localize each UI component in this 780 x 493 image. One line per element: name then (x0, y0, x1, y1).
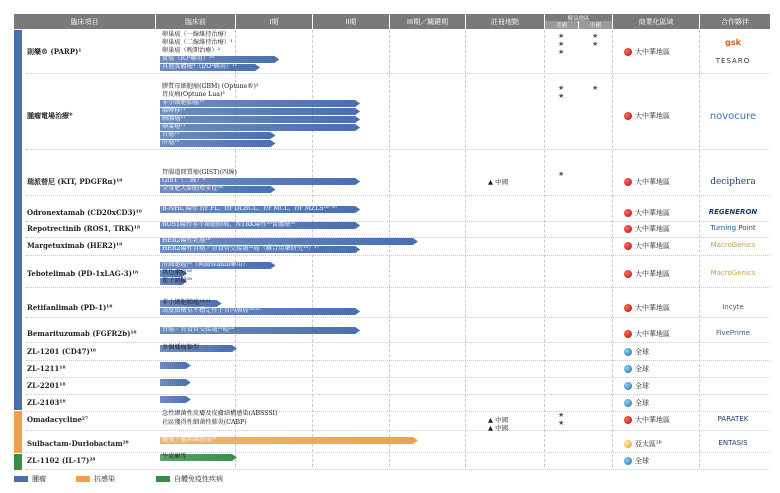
indication-label: 多個腫瘤類型 (162, 344, 200, 351)
row-separator (26, 360, 770, 361)
legend-label: 抗感染 (94, 475, 115, 483)
territory-label: 大中華地區 (635, 304, 670, 312)
commercial-territory (624, 269, 670, 279)
row-separator (26, 237, 770, 238)
grid-line (544, 30, 545, 467)
indication-label: 卵巢癌（一線維持治療） (162, 31, 231, 38)
indication-label: 黑色素瘤¹⁸ (162, 269, 192, 276)
drug-name: ZL-1102 (IL-17)²⁸ (27, 456, 96, 465)
territory-label: 大中華地區 (635, 270, 670, 278)
tesaro-logo: TESARO (715, 57, 751, 65)
row-separator (26, 411, 770, 412)
region-icon (624, 242, 632, 250)
indication-label: HER2陽性胃癌／胃食管交接處²²癌（聯合用藥研究¹⁸）¹⁷ (162, 245, 320, 252)
rights-star: ★ (558, 40, 565, 48)
indication-label: 胃皮瘤(Optune Lua)³ (162, 91, 225, 98)
drug-name: Tebotelimab (PD-1xLAG-3)¹⁸ (27, 269, 139, 278)
rights-star: ★ (558, 32, 565, 40)
territory-label: 全球 (635, 382, 649, 390)
region-icon (624, 209, 632, 217)
row-separator (26, 377, 770, 378)
territory-label: 大中華地區 (635, 416, 670, 424)
legend-autoimmune (156, 474, 223, 484)
row-separator (26, 452, 770, 453)
indication-label: 腦轉移¹¹ (162, 107, 186, 114)
pipeline-bar (160, 396, 191, 403)
globe-icon (624, 399, 632, 407)
indication-label: 肝癌¹⁰ (162, 139, 180, 146)
commercial-territory (624, 111, 670, 121)
territory-label: 大中華地區 (635, 48, 670, 56)
indication-label: ROS1陽性非小細胞肺癌、NTRK陽性¹⁸實體瘤²⁰ (162, 221, 296, 228)
drug-name: Odronextamab (CD20xCD3)¹⁸ (27, 208, 142, 217)
grid-line (612, 30, 613, 467)
rights-star: ★ (592, 40, 599, 48)
drug-name: Repotrectinib (ROS1, TRK)¹⁸ (27, 224, 141, 233)
rights-star: ★ (592, 84, 599, 92)
commercial-territory (624, 415, 670, 425)
territory-label: 大中華地區 (635, 330, 670, 338)
indication-label: 牛皮癬等 (162, 453, 187, 460)
header-rights-cn: 中國 (579, 21, 612, 29)
region-icon (624, 270, 632, 278)
category-bar-autoimmune (14, 454, 22, 470)
drug-name: Sulbactam-Durlobactam²⁸ (27, 439, 129, 448)
pipeline-bar (160, 108, 360, 115)
row-separator (26, 317, 770, 318)
indication-label: 其他實體瘤³（I/O³聯用）¹¹ (162, 63, 238, 70)
territory-label: 全球 (635, 365, 649, 373)
header-rights: 權益地區 (545, 14, 612, 21)
legend-infection (76, 474, 115, 484)
row-separator (26, 255, 770, 256)
header-partner: 合作夥伴 (700, 14, 770, 29)
legend-swatch (14, 476, 28, 482)
rights-star: ★ (558, 48, 565, 56)
category-bar-oncology (14, 30, 22, 410)
row-separator (26, 195, 770, 196)
partner-logo: REGENERON (708, 208, 758, 216)
globe-icon (624, 457, 632, 465)
row-separator (26, 149, 770, 150)
pipeline-bar (160, 362, 191, 369)
region-icon (624, 112, 632, 120)
indication-label: 卵巢癌（二線維持治療）¹ (162, 39, 233, 46)
indication-label: 高度微衛星不穩定性子宮內膜癌¹⁸·²² (162, 307, 261, 314)
commercial-territory (624, 303, 670, 313)
drug-name: ZL-1211¹⁸ (27, 364, 66, 373)
indication-label: 膠質母細胞瘤(GBM) (Optune®)³ (162, 83, 259, 90)
legend-oncology (14, 474, 46, 484)
indication-label: 全身肥大細胞增多症¹⁸ (162, 185, 223, 192)
row-separator (26, 394, 770, 395)
registration-china: ▲ 中國 (488, 424, 509, 432)
grid-line (699, 30, 700, 467)
row-separator (26, 287, 770, 288)
registration-china: ▲ 中國 (488, 178, 509, 186)
partner-logo: deciphera (710, 177, 756, 187)
drug-name: Retifanlimab (PD-1)¹⁸ (27, 303, 113, 312)
region-icon (624, 48, 632, 56)
partner-logo: FivePrime (716, 329, 750, 337)
drug-name: Margetuximab (HER2)¹⁸ (27, 241, 123, 250)
territory-label: 大中華地區 (635, 242, 670, 250)
commercial-territory (624, 381, 649, 391)
region-icon (624, 330, 632, 338)
partner-logo: PARATEK (717, 415, 749, 423)
region-icon (624, 304, 632, 312)
row-separator (26, 469, 770, 470)
region-icon (624, 416, 632, 424)
indication-label: 卵巢癌（晚期治療）² (162, 47, 221, 54)
commercial-territory (624, 177, 670, 187)
indication-label: B-NHL 陽性 r/r FL、r/r DLBCL、r/r MCL、r/r MZLS¹⁸⁻²⁰ (162, 205, 337, 212)
rights-star: ★ (558, 419, 565, 427)
globe-icon (624, 382, 632, 390)
drug-name: Omadacycline²⁷ (27, 415, 89, 424)
drug-name: 則樂® (PARP)¹ (27, 47, 82, 56)
legend-swatch (156, 476, 170, 482)
commercial-territory (624, 241, 670, 251)
indication-label: 胰腺癌¹¹ (162, 115, 186, 122)
header-program: 臨床項目 (14, 14, 155, 29)
indication-label: GIST（二線）⁸ (162, 177, 205, 184)
rights-star: ★ (592, 32, 599, 40)
indication-label: 籃子試驗¹⁸ (162, 277, 192, 284)
commercial-territory (624, 439, 662, 449)
header-rights-us: 美國 (545, 21, 578, 29)
drug-name: Bemarituzumab (FGFR2b)¹⁸ (27, 329, 137, 338)
territory-label: 大中華地區 (635, 209, 670, 217)
commercial-territory (624, 329, 670, 339)
header-registration: 註冊地點 (466, 14, 544, 29)
rights-star: ★ (558, 92, 565, 100)
row-separator (26, 221, 770, 222)
grid-line (389, 30, 390, 467)
commercial-territory (624, 347, 649, 357)
territory-label: 大中華地區 (635, 112, 670, 120)
partner-logo: MacroGenics (710, 241, 756, 249)
territory-label: 全球 (635, 399, 649, 407)
commercial-territory (624, 224, 670, 234)
commercial-territory (624, 208, 670, 218)
indication-label: 實癌（IO³聯用）²⁰ (162, 55, 215, 62)
region-icon (624, 440, 632, 448)
indication-label: 非小細胞肺癌¹⁰ (162, 99, 205, 106)
territory-label: 大中華地區 (635, 225, 670, 233)
territory-label: 全球 (635, 457, 649, 465)
pipeline-bar (160, 379, 191, 386)
row-separator (26, 342, 770, 343)
header-phase3: III期／關鍵期 (390, 14, 465, 29)
registration-china: ▲ 中國 (488, 416, 509, 424)
partner-logo: novocure (709, 111, 757, 122)
territory-label: 全球 (635, 348, 649, 356)
gsk-logo: gsk (725, 38, 741, 47)
indication-label: 社區獲得性細菌性肺炎(CABP) (162, 419, 247, 426)
partner-logo (706, 38, 760, 65)
partner-logo: Incyte (722, 303, 744, 311)
row-separator (26, 73, 770, 74)
indication-label: 非小細胞肺癌¹⁸·²¹ (162, 299, 212, 306)
region-icon (624, 225, 632, 233)
pipeline-bar (160, 124, 360, 131)
pipeline-bar (160, 116, 360, 123)
rights-star: ★ (558, 84, 565, 92)
header-phase2: II期 (313, 14, 389, 29)
globe-icon (624, 365, 632, 373)
partner-logo: Turning Point (710, 224, 756, 232)
partner-logo: MacroGenics (710, 269, 756, 277)
territory-label: 大中華地區 (635, 178, 670, 186)
rights-star: ★ (558, 170, 565, 178)
indication-label: 鮑曼不動桿菌感染²⁸ (162, 436, 217, 443)
header-preclinical: 臨床前 (156, 14, 235, 29)
commercial-territory (624, 364, 649, 374)
header-phase1: I期 (236, 14, 312, 29)
grid-line (465, 30, 466, 467)
indication-label: 胃癌／胃食管交接處²³癌²⁴ (162, 326, 234, 333)
legend-label: 腫瘤 (32, 475, 46, 483)
category-bar-infection (14, 411, 22, 453)
commercial-territory (624, 398, 649, 408)
indication-label: 急性細菌性皮膚及皮膚結構感染(ABSSSI) (162, 410, 278, 417)
region-icon (624, 178, 632, 186)
row-separator (26, 430, 770, 431)
globe-icon (624, 348, 632, 356)
drug-name: ZL-2201¹⁸ (27, 381, 66, 390)
legend-label: 自體免疫性疾病 (174, 475, 223, 483)
indication-label: 卵巢癌¹¹ (162, 123, 186, 130)
drug-name: 腫瘤電場治療* (27, 111, 73, 120)
drug-name: 瑞派替尼 (KIT, PDGFRα)¹⁸ (27, 177, 123, 186)
indication-label: 胃腸道間質瘤(GIST)(四線) (162, 169, 237, 176)
commercial-territory (624, 456, 649, 466)
header-commercial: 商業化區域 (613, 14, 699, 29)
drug-name: ZL-2103¹⁸ (27, 398, 66, 407)
indication-label: 肝細胞癌¹⁸（與brivanib聯用） (162, 261, 249, 268)
indication-label: 胃癌¹⁰ (162, 131, 180, 138)
partner-logo: ENTASIS (718, 439, 748, 447)
drug-name: ZL-1201 (CD47)¹⁸ (27, 347, 96, 356)
commercial-territory (624, 47, 670, 57)
indication-label: HER2陽性乳癌¹⁸ (162, 237, 211, 244)
territory-label: 亞太區²⁸ (635, 440, 662, 448)
rights-star: ★ (558, 411, 565, 419)
legend-swatch (76, 476, 90, 482)
